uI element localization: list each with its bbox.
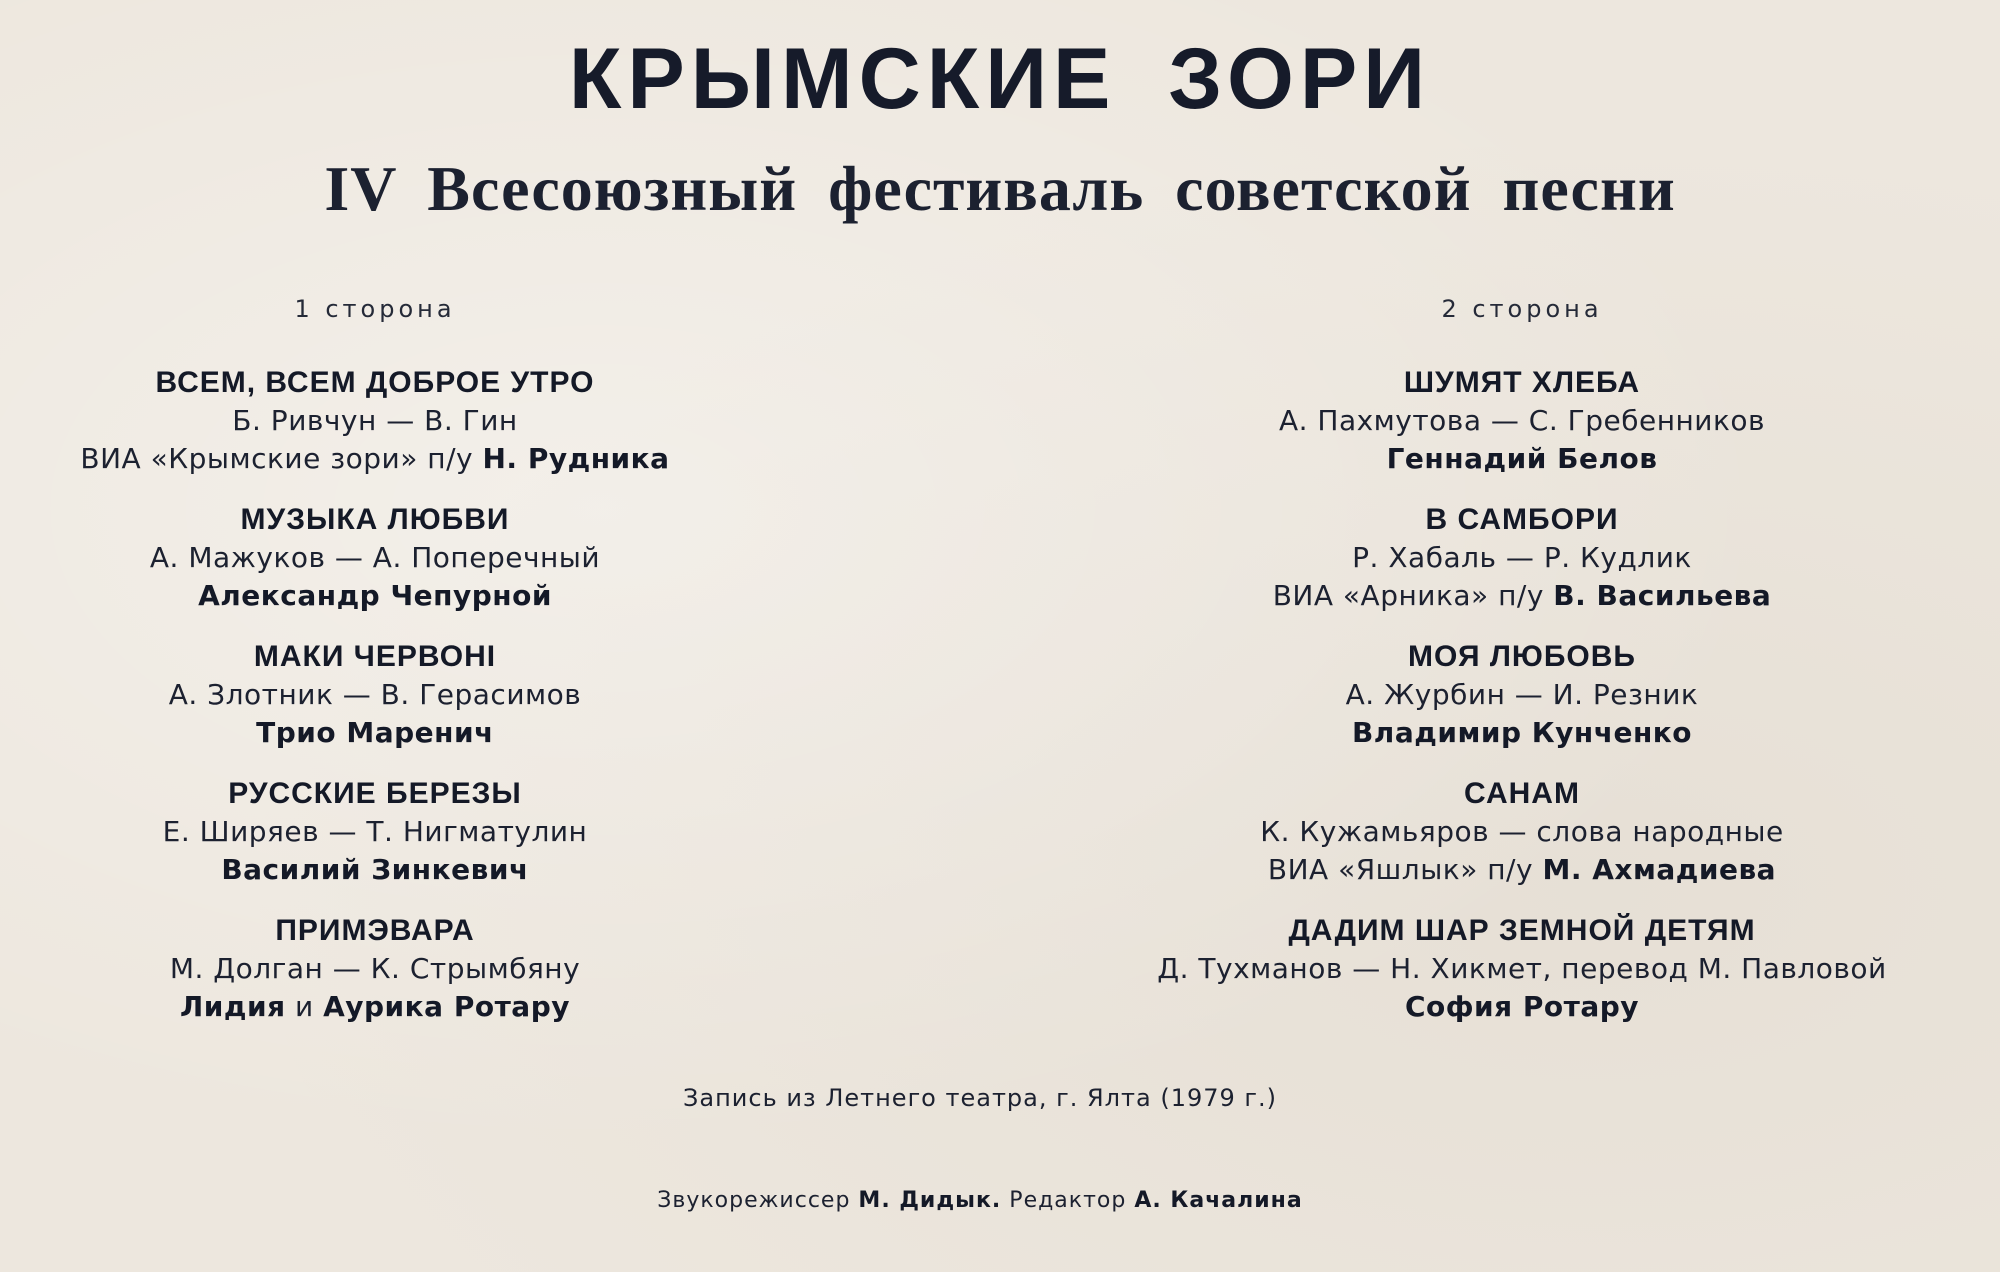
- track-item: [1022, 775, 2000, 889]
- track-item: [1022, 364, 2000, 478]
- track-authors: Б. Ривчун — В. Гин: [232, 404, 518, 437]
- track-authors: А. Мажуков — А. Поперечный: [149, 541, 601, 574]
- track-title: МАКИ ЧЕРВОНІ: [253, 640, 497, 673]
- recording-note: Запись из Летнего театра, г. Ялта (1979 г.): [682, 1084, 1277, 1112]
- side-2-tracklist: [1022, 292, 2000, 1049]
- album-title: КРЫМСКИЕ ЗОРИ: [568, 31, 1432, 127]
- performer-joiner: и: [294, 990, 314, 1023]
- side-2-label: 2 сторона: [1441, 295, 1603, 323]
- performer-name: В. Васильева: [1553, 579, 1772, 612]
- track-item: [0, 775, 875, 889]
- track-item: [1022, 501, 2000, 615]
- track-performer: [0, 851, 875, 889]
- track-performer: [0, 440, 875, 478]
- performer-name: Владимир Кунченко: [1351, 716, 1693, 749]
- performer-name: Трио Маренич: [256, 716, 494, 749]
- track-item: [0, 501, 875, 615]
- track-authors: А. Пахмутова — С. Гребенников: [1278, 404, 1766, 437]
- track-authors: К. Кужамьяров — слова народные: [1260, 815, 1784, 848]
- track-performer: [1022, 440, 2000, 478]
- editor-label: Редактор: [1009, 1188, 1127, 1213]
- track-title: ШУМЯТ ХЛЕБА: [1403, 366, 1641, 399]
- track-title: В САМБОРИ: [1425, 503, 1619, 536]
- track-performer: [0, 714, 875, 752]
- track-title: ДАДИМ ШАР ЗЕМНОЙ ДЕТЯМ: [1288, 914, 1756, 947]
- track-performer: [0, 577, 875, 615]
- performer-name: Василий Зинкевич: [221, 853, 529, 886]
- track-item: [0, 638, 875, 752]
- sound-engineer-name: М. Дидык.: [858, 1188, 1002, 1213]
- track-performer: [1022, 851, 2000, 889]
- track-item: [0, 912, 875, 1026]
- performer-name-second: Аурика Ротару: [323, 990, 570, 1023]
- track-title: САНАМ: [1464, 777, 1580, 810]
- side-1-label: 1 сторона: [294, 295, 456, 323]
- track-item: [1022, 638, 2000, 752]
- album-subtitle: IV Всесоюзный фестиваль советской песни: [324, 153, 1676, 224]
- performer-prefix: ВИА «Арника» п/у: [1272, 579, 1544, 612]
- production-credits: [480, 1188, 1480, 1213]
- track-performer: [0, 988, 875, 1026]
- performer-prefix: ВИА «Яшлык» п/у: [1267, 853, 1534, 886]
- track-title: ПРИМЭВАРА: [275, 914, 475, 947]
- track-authors: А. Журбин — И. Резник: [1345, 678, 1699, 711]
- performer-name: София Ротару: [1404, 990, 1640, 1023]
- track-authors: М. Долган — К. Стрымбяну: [169, 952, 581, 985]
- track-performer: [1022, 577, 2000, 615]
- track-title: ВСЕМ, ВСЕМ ДОБРОЕ УТРО: [155, 366, 595, 399]
- track-item: [0, 364, 875, 478]
- track-authors: Р. Хабаль — Р. Кудлик: [1352, 541, 1692, 574]
- performer-name-first: Лидия: [179, 990, 286, 1023]
- performer-name: Н. Рудника: [482, 442, 670, 475]
- track-authors: А. Злотник — В. Герасимов: [168, 678, 582, 711]
- track-performer: [1022, 714, 2000, 752]
- track-item: [1022, 912, 2000, 1026]
- side-1-tracklist: [0, 292, 875, 1049]
- track-authors: Д. Тухманов — Н. Хикмет, перевод М. Павловой: [1157, 952, 1887, 985]
- track-title: МУЗЫКА ЛЮБВИ: [240, 503, 510, 536]
- track-title: МОЯ ЛЮБОВЬ: [1408, 640, 1636, 673]
- track-performer: [1022, 988, 2000, 1026]
- track-authors: Е. Ширяев — Т. Нигматулин: [162, 815, 588, 848]
- sound-engineer-label: Звукорежиссер: [657, 1188, 851, 1213]
- track-title: РУССКИЕ БЕРЕЗЫ: [228, 777, 522, 810]
- performer-name: М. Ахмадиева: [1542, 853, 1777, 886]
- performer-prefix: ВИА «Крымские зори» п/у: [80, 442, 474, 475]
- performer-name: Геннадий Белов: [1386, 442, 1658, 475]
- editor-name: А. Качалина: [1134, 1188, 1303, 1213]
- performer-name: Александр Чепурной: [198, 579, 552, 612]
